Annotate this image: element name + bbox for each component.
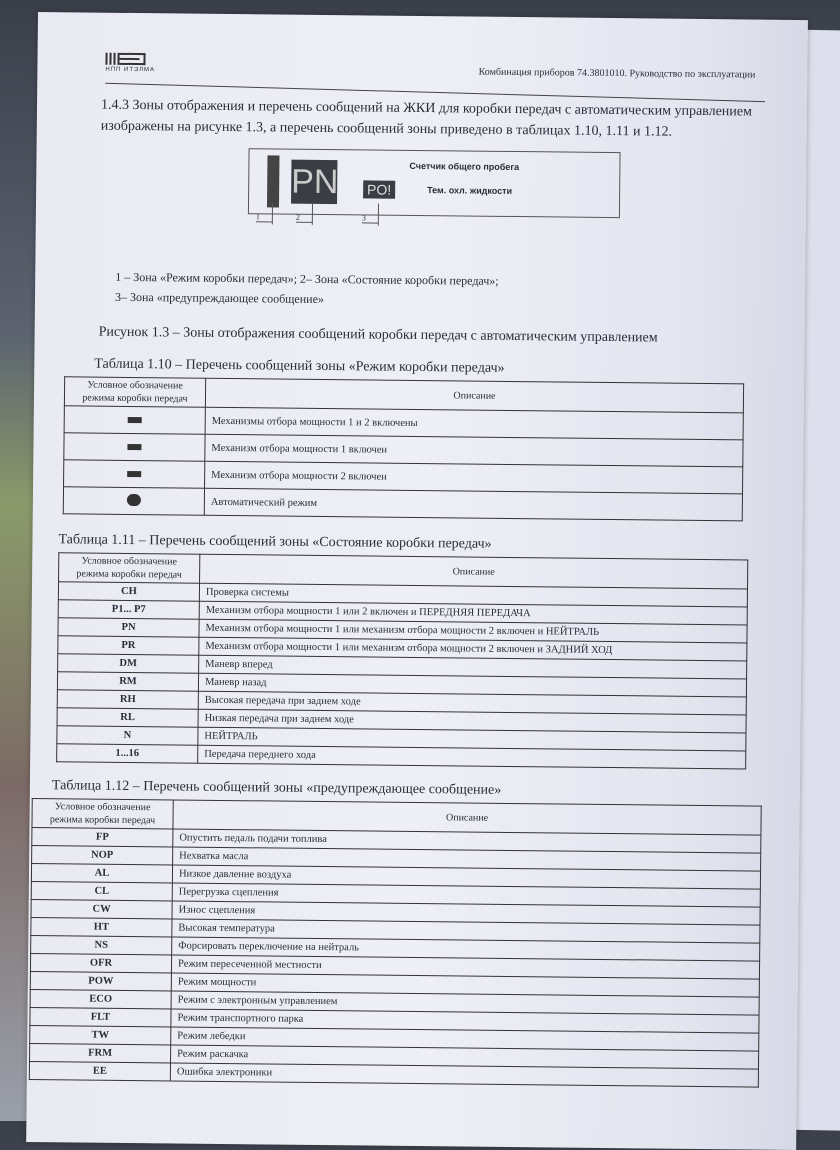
row-code: NS [31, 935, 172, 954]
coolant-temp-label: Тем. охл. жидкости [427, 185, 513, 196]
row-description: Механизм отбора мощности 2 включен [205, 461, 743, 494]
legend-line-2: 3– Зона «предупреждающее сообщение» [114, 289, 325, 307]
row-description: Передача переднего хода [198, 745, 746, 769]
figure-caption: Рисунок 1.3 – Зоны отображения сообщений коробки передач с автоматическим управлением [98, 324, 658, 346]
row-description: Форсировать переключение на нейтраль [172, 937, 760, 961]
row-description: Режим транспортного парка [171, 1009, 759, 1033]
table-1-10 [63, 376, 744, 521]
figure-legend [115, 267, 499, 311]
table-1-10-title: Таблица 1.10 – Перечень сообщений зоны «Режим коробки передач» [94, 356, 505, 376]
row-description: Маневр назад [198, 673, 746, 697]
callout-2: 2 [296, 213, 312, 223]
row-code: FLT [30, 1007, 171, 1026]
row-description: Перегрузка сцепления [172, 883, 760, 907]
row-description: Маневр вперед [199, 655, 747, 679]
row-code: RH [57, 690, 198, 709]
row-code: TW [30, 1025, 171, 1044]
row-description: Высокая передача при заднем ходе [198, 691, 746, 715]
col-header-description: Описание [200, 554, 748, 589]
row-description: Низкое давление воздуха [172, 865, 760, 889]
callout-line-3 [378, 204, 379, 226]
col-header-description: Описание [173, 800, 761, 835]
row-description: Режим раскачка [171, 1045, 759, 1069]
row-code: PR [58, 636, 199, 655]
row-description: Автоматический режим [204, 488, 742, 521]
row-code: DM [58, 654, 199, 673]
row-description: Механизм отбора мощности 1 или механизм отбора мощности 2 включен и НЕЙТРАЛЬ [199, 619, 747, 643]
row-description: Низкая передача при заднем ходе [198, 709, 746, 733]
row-code: ECO [30, 989, 171, 1008]
row-description: Высокая температура [172, 919, 760, 943]
intro-paragraph: 1.4.3 Зоны отображения и перечень сообщений на ЖКИ для коробки передач с автоматическим управлением изображены на рисунке 1.3, а перечень сообщений зоны приведено в таблицах 1.10, 1.11 и 1.12. [100, 97, 752, 140]
row-description: Механизм отбора мощности 1 или механизм отбора мощности 2 включен и ЗАДНИЙ ХОД [199, 637, 747, 661]
row-code: RL [57, 708, 198, 727]
row-description: НЕЙТРАЛЬ [198, 727, 746, 751]
company-logo [105, 53, 169, 84]
col-header-code: Условное обозначение режима коробки передач [32, 798, 173, 828]
row-code: OFR [30, 953, 171, 972]
row-description: Ошибка электроники [170, 1063, 758, 1087]
document-title: Комбинация приборов 74.3801010. Руководство по эксплуатации [478, 66, 756, 81]
row-description: Режим мощности [171, 973, 759, 997]
callout-line-2 [312, 203, 313, 225]
row-code: RM [57, 672, 198, 691]
zone3-warning: PO! [363, 180, 395, 198]
legend-line-1: 1 – Зона «Режим коробки передач»; 2– Зона «Состояние коробки передач»; [115, 269, 499, 288]
callout-line-1 [272, 202, 273, 224]
auto-mode-icon [127, 493, 141, 505]
logo-text: НПП ИТЭЛМА [105, 66, 156, 74]
row-description: Режим с электронным управлением [171, 991, 759, 1015]
row-code: NOP [32, 845, 173, 864]
table-1-11 [56, 552, 748, 769]
callout-1: 1 [256, 212, 272, 222]
col-header-code: Условное обозначение режима коробки передач [59, 553, 200, 583]
zone2-gearbox-state: PN [291, 160, 337, 204]
row-code: EE [29, 1061, 170, 1080]
row-description: Режим пересеченной местности [171, 955, 759, 979]
table-row [63, 487, 742, 521]
callout-3: 3 [362, 213, 378, 223]
pto-1-icon [127, 443, 141, 449]
row-code: HT [31, 917, 172, 936]
pto-1-and-2-icon [128, 416, 142, 422]
row-code: P1... P7 [58, 600, 199, 619]
row-code: FP [32, 827, 173, 846]
pto-2-icon [127, 470, 141, 476]
col-header-description: Описание [205, 378, 743, 413]
lcd-zones-figure [248, 148, 621, 218]
row-description: Механизм отбора мощности 1 или 2 включен и ПЕРЕДНЯЯ ПЕРЕДАЧА [199, 601, 747, 625]
row-description: Механизмы отбора мощности 1 и 2 включены [205, 407, 743, 440]
row-code: POW [30, 971, 171, 990]
row-code: CL [31, 881, 172, 900]
table-1-12 [29, 798, 762, 1088]
document-page [26, 12, 808, 1150]
row-description: Проверка системы [199, 583, 747, 607]
row-description: Нехватка масла [173, 847, 761, 871]
row-description: Режим лебедки [171, 1027, 759, 1051]
row-description: Механизм отбора мощности 1 включен [205, 434, 743, 467]
zone1-gearbox-mode-icon [267, 155, 280, 207]
row-code: CH [58, 582, 199, 601]
row-code: 1...16 [57, 744, 198, 763]
table-1-11-title: Таблица 1.11 – Перечень сообщений зоны «Состояние коробки передач» [58, 532, 492, 552]
row-code: N [57, 726, 198, 745]
row-description: Опустить педаль подачи топлива [173, 829, 761, 853]
table-1-12-title: Таблица 1.12 – Перечень сообщений зоны «предупреждающее сообщение» [51, 778, 502, 798]
odometer-label: Счетчик общего пробега [409, 160, 520, 173]
row-code: CW [31, 899, 172, 918]
row-code: FRM [30, 1043, 171, 1062]
col-header-code: Условное обозначение режима коробки передач [64, 377, 205, 407]
row-code: AL [31, 863, 172, 882]
row-code: PN [58, 618, 199, 637]
row-description: Износ сцепления [172, 901, 760, 925]
page-header [105, 53, 755, 96]
